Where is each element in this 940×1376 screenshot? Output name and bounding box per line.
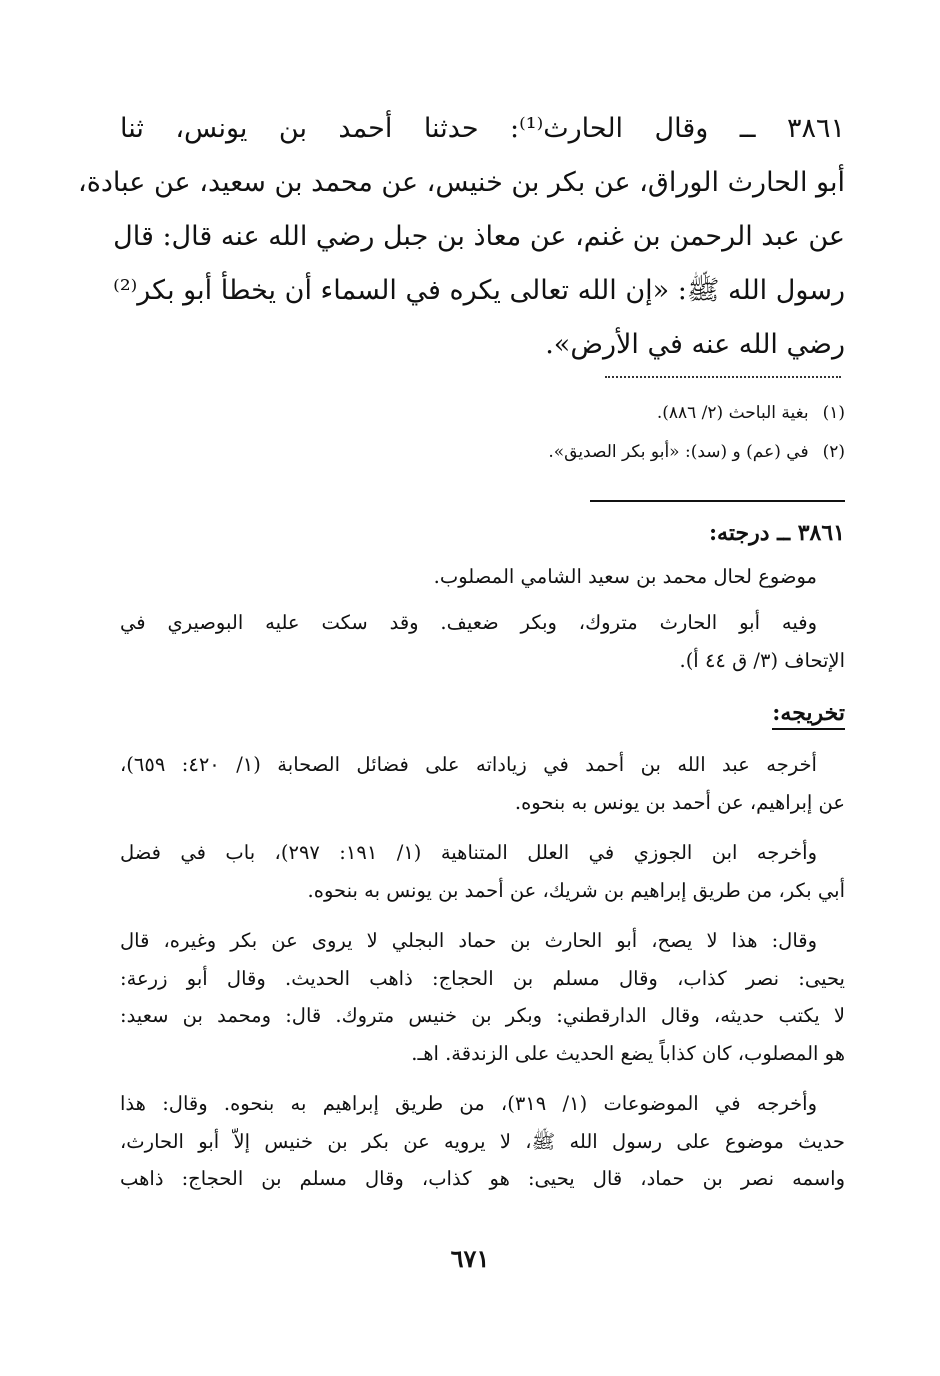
text-line: وقال: هذا لا يصح، أبو الحارث بن حماد البجلي لا يروى عن بكر وغيره، قال <box>120 929 817 952</box>
hadith-text <box>78 102 846 372</box>
footnote-2 <box>548 442 845 462</box>
text-line: وفيه أبو الحارث متروك، وبكر ضعيف. وقد سكت عليه البوصيري في <box>120 611 817 634</box>
text-line: أخرجه عبد الله بن أحمد في زياداته على فضائل الصحابة (١/ ٤٢٠: ٦٥٩)، <box>120 753 817 776</box>
grading-paragraph-2 <box>120 604 845 679</box>
footnote-number: (٢) <box>822 442 845 462</box>
footnote-separator <box>605 376 841 378</box>
hadith-line: ٣٨٦١ ــ وقال الحارث⁽¹⁾: حدثنا أحمد بن يونس، ثنا <box>120 113 846 144</box>
text-line: موضوع لحال محمد بن سعيد الشامي المصلوب. <box>433 565 817 588</box>
footnote-text: في (عم) و (سد): «أبو بكر الصديق». <box>548 442 809 462</box>
text-line: واسمه نصر بن حماد، قال يحيى: هو كذاب، وقال مسلم بن الحجاج: ذاهب <box>120 1167 845 1190</box>
text-line: حديث موضوع على رسول الله ﷺ، لا يرويه عن بكر بن خنيس إلاّ أبو الحارث، <box>120 1129 845 1153</box>
takhrij-paragraph-2 <box>120 834 845 909</box>
takhrij-paragraph-3 <box>120 922 845 1072</box>
text-line: يحيى: نصر كذاب، وقال مسلم بن الحجاج: ذاهب الحديث. وقال أبو زرعة: <box>120 966 845 990</box>
section-divider <box>590 500 845 502</box>
hadith-line: رضي الله عنه في الأرض». <box>545 329 845 360</box>
grading-paragraph-1 <box>120 558 845 596</box>
takhrij-heading <box>772 700 845 726</box>
hadith-line: عن عبد الرحمن بن غنم، عن معاذ بن جبل رضي الله عنه قال: قال <box>113 221 845 252</box>
page-number: ٦٧١ <box>450 1244 490 1273</box>
text-line: عن إبراهيم، عن أحمد بن يونس به بنحوه. <box>514 790 845 814</box>
takhrij-paragraph-4 <box>120 1085 845 1198</box>
takhrij-heading-text: تخريجه: <box>772 700 845 730</box>
footnote-number: (١) <box>822 403 845 423</box>
text-line: أبي بكر، من طريق إبراهيم بن شريك، عن أحمد بن يونس به بنحوه. <box>307 878 845 902</box>
text-line: الإتحاف (٣/ ق ٤٤ أ). <box>679 648 845 672</box>
footnote-1 <box>657 403 845 423</box>
grading-heading: ٣٨٦١ ــ درجته: <box>708 520 845 546</box>
text-line: وأخرجه ابن الجوزي في العلل المتناهية (١/ ١٩١: ٢٩٧)، باب في فضل <box>120 841 817 864</box>
text-line: لا يكتب حديثه، وقال الدارقطني: وبكر بن خنيس متروك. قال: ومحمد بن سعيد: <box>120 1004 845 1027</box>
text-line: وأخرجه في الموضوعات (١/ ٣١٩)، من طريق إبراهيم به بنحوه. وقال: هذا <box>120 1092 817 1115</box>
footnote-text: بغية الباحث (٢/ ٨٨٦). <box>656 403 809 423</box>
text-line: هو المصلوب، كان كذاباً يضع الحديث على الزندقة. اهـ. <box>411 1041 845 1065</box>
hadith-line: أبو الحارث الوراق، عن بكر بن خنيس، عن محمد بن سعيد، عن عبادة، <box>78 167 845 198</box>
hadith-line: رسول الله ﷺ: «إن الله تعالى يكره في السماء أن يخطأ أبو بكر⁽²⁾ <box>113 275 845 306</box>
takhrij-paragraph-1 <box>120 746 845 821</box>
